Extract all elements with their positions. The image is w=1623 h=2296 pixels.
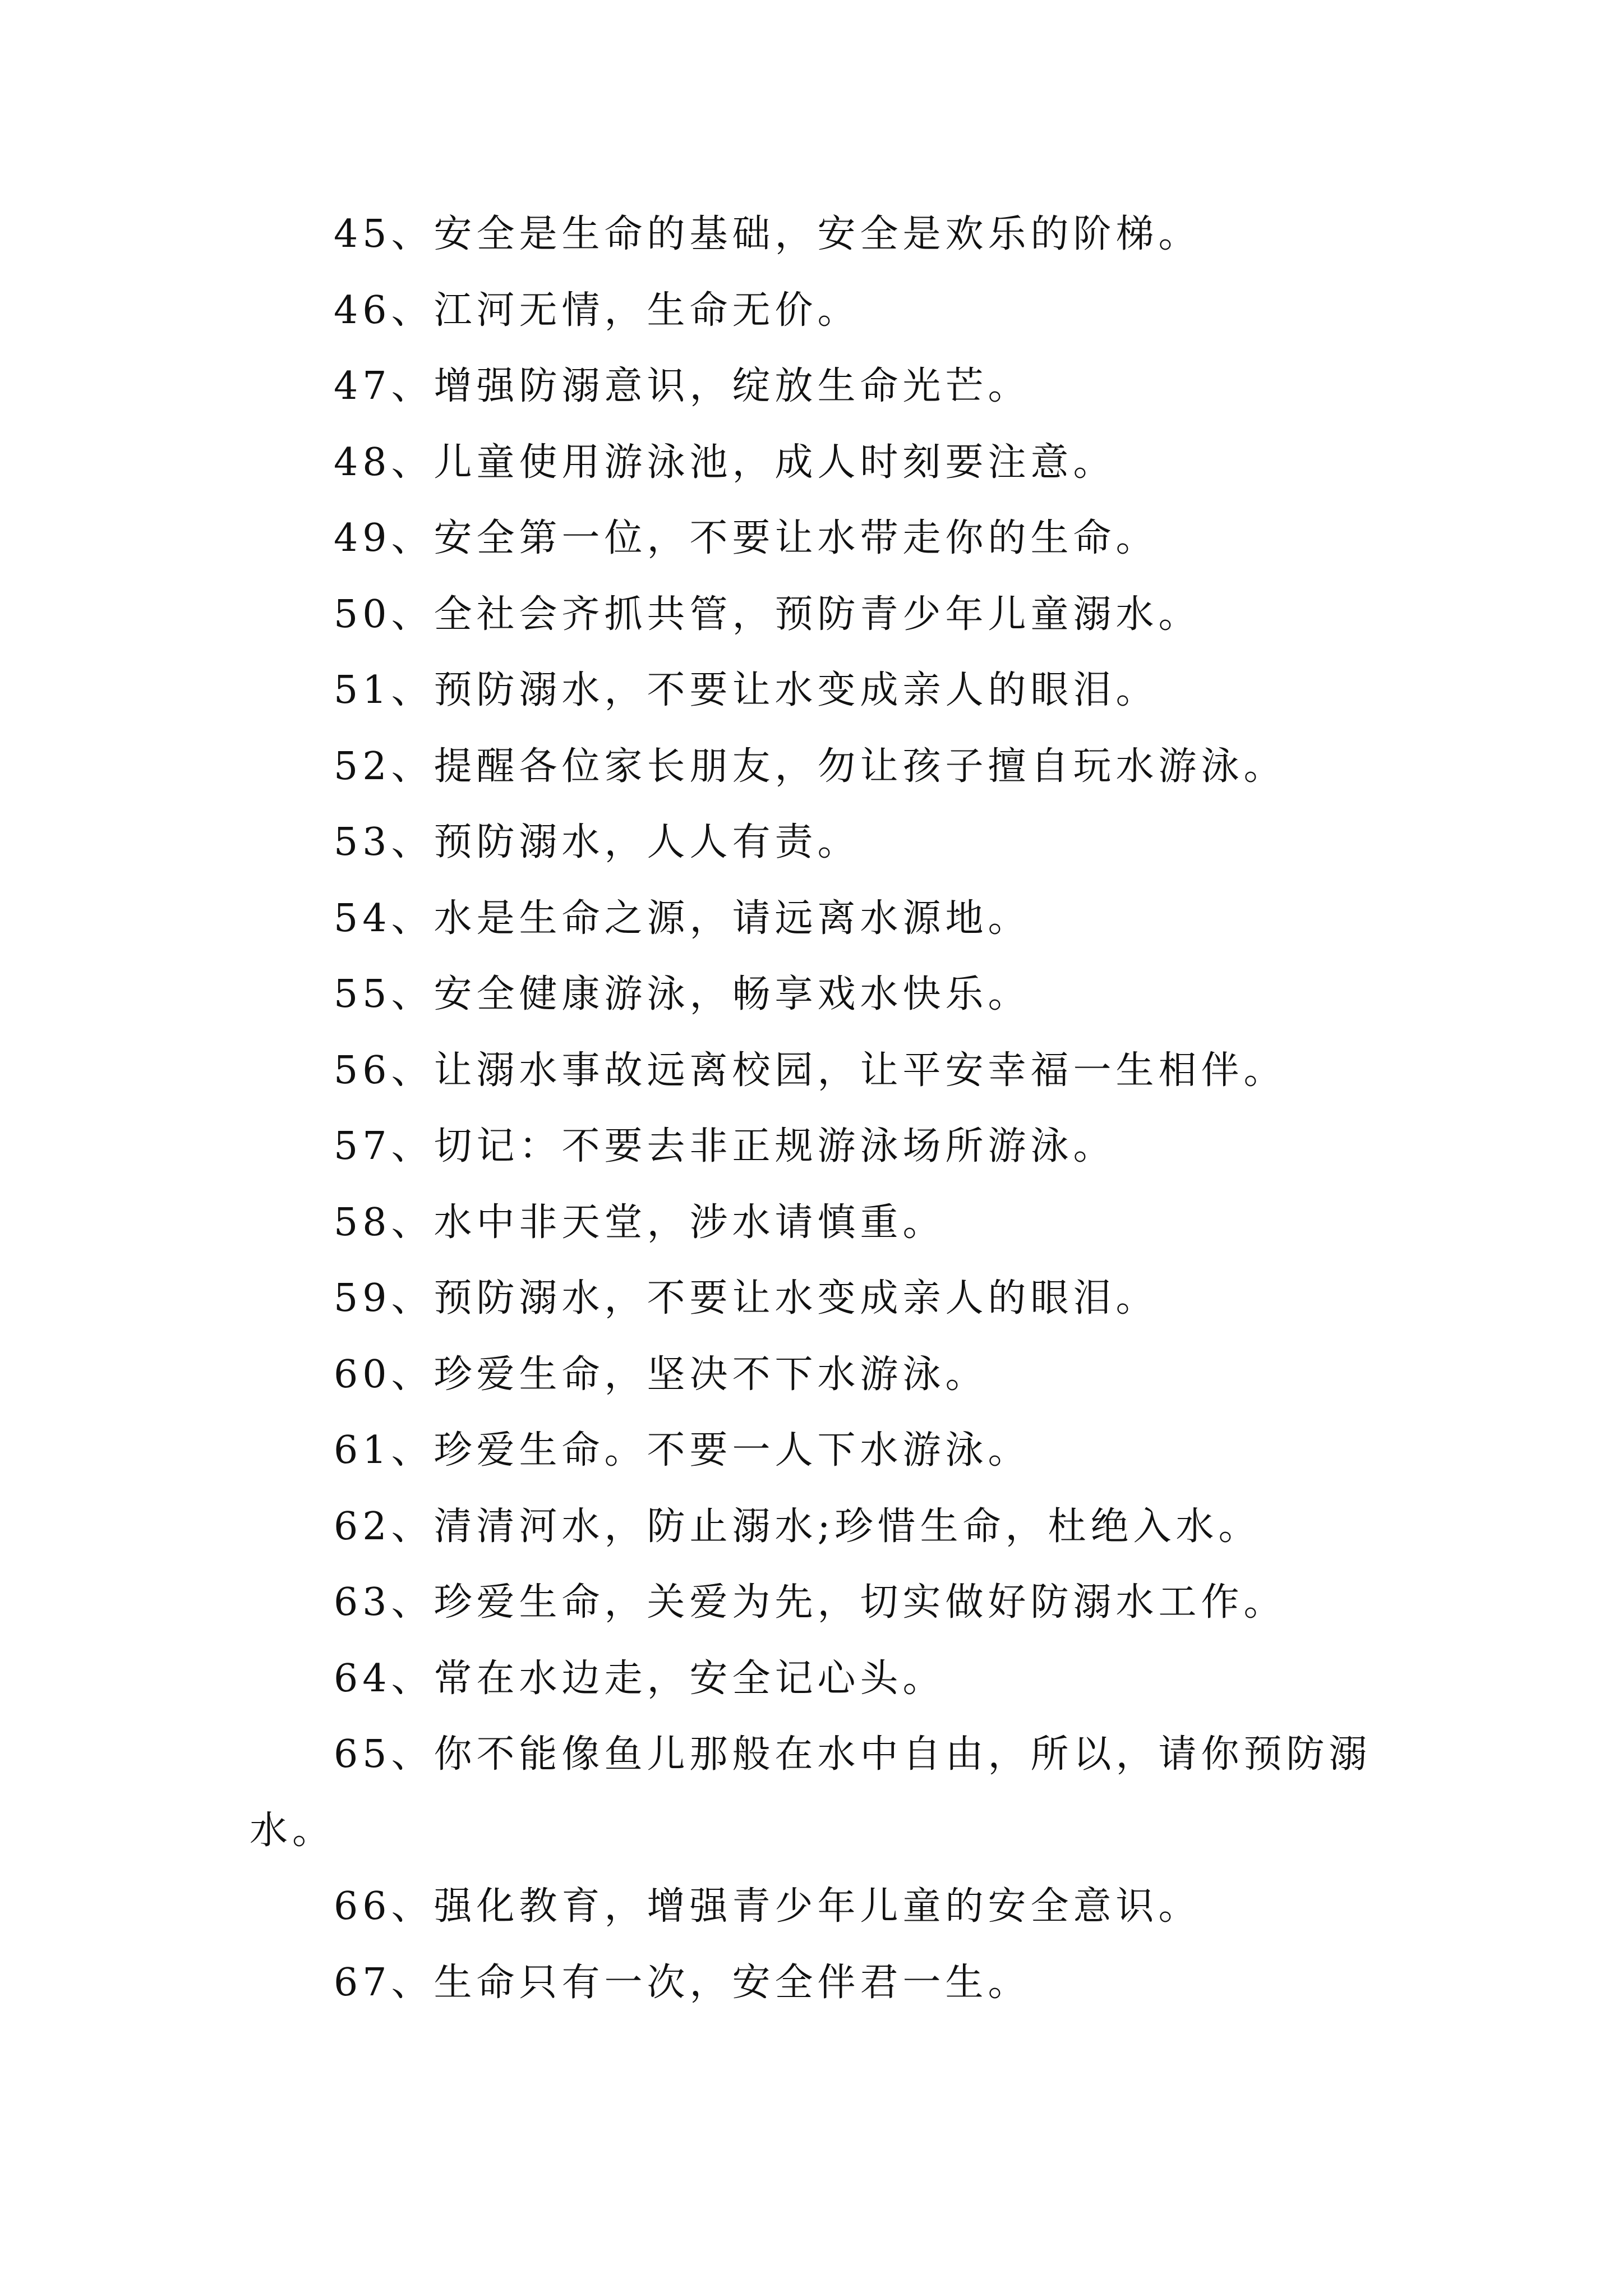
list-item: 65、你不能像鱼儿那般在水中自由，所以，请你预防溺水。 xyxy=(250,1732,1372,1853)
list-item: 54、水是生命之源，请远离水源地。 xyxy=(334,896,1031,941)
list-item: 62、清清河水，防止溺水;珍惜生命，杜绝入水。 xyxy=(334,1504,1261,1549)
list-item: 45、安全是生命的基础，安全是欢乐的阶梯。 xyxy=(334,212,1201,256)
list-item: 66、强化教育，增强青少年儿童的安全意识。 xyxy=(334,1884,1201,1929)
list-item: 53、预防溺水，人人有责。 xyxy=(334,820,860,864)
list-item: 57、切记：不要去非正规游泳场所游泳。 xyxy=(334,1124,1116,1168)
list-item: 58、水中非天堂，涉水请慎重。 xyxy=(334,1200,946,1245)
list-item: 46、江河无情，生命无价。 xyxy=(334,288,860,333)
list-item: 52、提醒各位家长朋友，勿让孩子擅自玩水游泳。 xyxy=(334,744,1287,789)
list-item: 64、常在水边走，安全记心头。 xyxy=(334,1656,946,1701)
list-item: 50、全社会齐抓共管，预防青少年儿童溺水。 xyxy=(334,592,1201,637)
list-item: 55、安全健康游泳，畅享戏水快乐。 xyxy=(334,972,1031,1016)
list-item: 51、预防溺水，不要让水变成亲人的眼泪。 xyxy=(334,668,1159,712)
list-item: 67、生命只有一次，安全伴君一生。 xyxy=(334,1960,1031,2005)
slogan-list xyxy=(250,196,1394,2021)
list-item: 61、珍爱生命。不要一人下水游泳。 xyxy=(334,1428,1031,1473)
list-item: 56、让溺水事故远离校园，让平安幸福一生相伴。 xyxy=(334,1048,1287,1093)
list-item: 48、儿童使用游泳池，成人时刻要注意。 xyxy=(334,440,1116,485)
list-item: 49、安全第一位，不要让水带走你的生命。 xyxy=(334,516,1159,560)
list-item: 63、珍爱生命，关爱为先，切实做好防溺水工作。 xyxy=(334,1580,1287,1625)
list-item: 59、预防溺水，不要让水变成亲人的眼泪。 xyxy=(334,1276,1159,1320)
list-item: 47、增强防溺意识，绽放生命光芒。 xyxy=(334,364,1031,408)
list-item: 60、珍爱生命，坚决不下水游泳。 xyxy=(334,1352,988,1397)
